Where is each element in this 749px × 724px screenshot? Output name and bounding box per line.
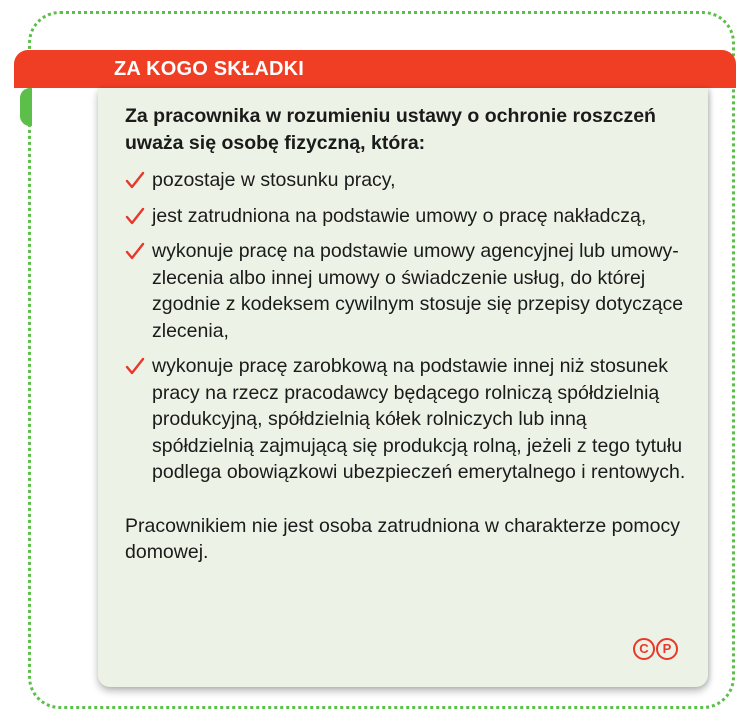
criteria-list	[125, 167, 690, 486]
list-item	[125, 238, 690, 344]
list-item	[125, 167, 690, 194]
list-item	[125, 203, 690, 230]
checkmark-icon	[125, 207, 145, 227]
checkmark-icon	[125, 357, 145, 377]
checkmark-icon	[125, 171, 145, 191]
checkmark-icon	[125, 242, 145, 262]
intro-text: Za pracownika w rozumieniu ustawy o ochronie roszczeń uważa się osobę fizyczną, która:	[125, 105, 656, 154]
header-title: ZA KOGO SKŁADKI	[114, 58, 305, 80]
footnote-text: Pracownikiem nie jest osoba zatrudniona w charakterze pomocy domowej.	[125, 514, 680, 563]
header-bar	[14, 50, 736, 88]
list-item-text: wykonuje pracę zarobkową na podstawie innej niż stosunek pracy na rzecz pracodawcy będącego rolniczą spółdzielnią produkcyjną, spółdzielnią kółek rolniczych lub inną spółdzielnią zajmującą się produkcją rolną, jeżeli z tego tytułu podlega obowiązkowi ubezpieczeń emerytalnego i rentowych.	[152, 355, 686, 483]
list-item-text: pozostaje w stosunku pracy,	[152, 169, 396, 191]
content-body	[125, 103, 690, 566]
list-item	[125, 353, 690, 486]
list-item-text: jest zatrudniona na podstawie umowy o pracę nakładczą,	[152, 204, 647, 227]
copyright-p-icon: P	[656, 638, 678, 660]
copyright-c-icon: C	[633, 638, 655, 660]
list-item-text: wykonuje pracę na podstawie umowy agencyjnej lub umowy-zlecenia albo innej umowy o świadczenie usług, do której zgodnie z kodeksem cywilnym stosuje się przepisy dotyczące zlecenia,	[152, 240, 684, 342]
green-tab-accent	[20, 88, 32, 126]
content-card	[98, 88, 708, 687]
cp-logo	[633, 638, 678, 660]
